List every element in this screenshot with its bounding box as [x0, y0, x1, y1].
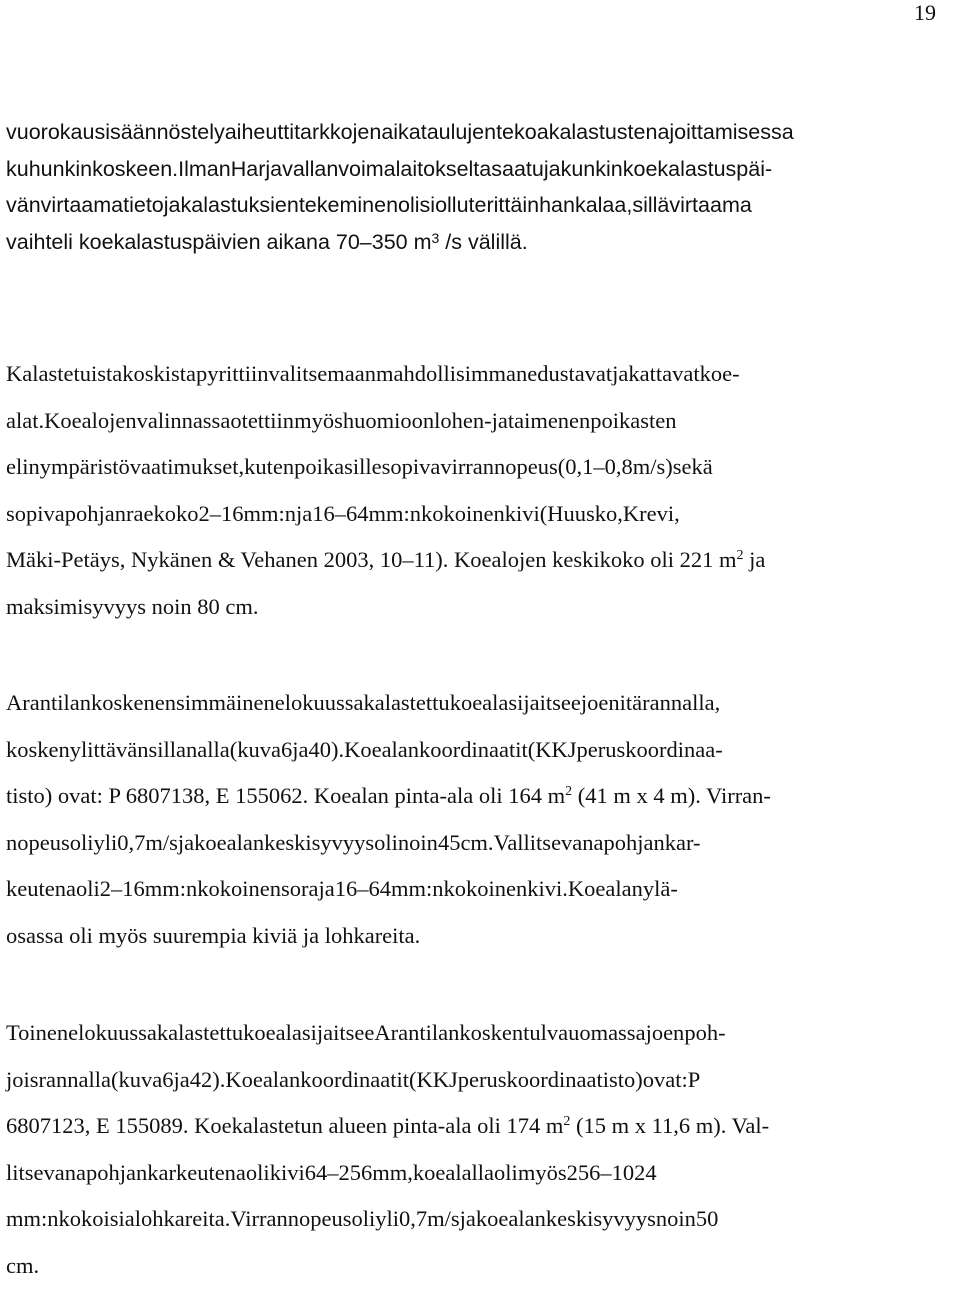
word: 16–64 — [312, 501, 368, 526]
word: ylä- — [643, 876, 678, 901]
word: joisrannalla — [6, 1067, 111, 1092]
word: mm:n — [6, 1206, 59, 1231]
word: myös — [518, 1160, 567, 1185]
word: oli — [351, 1206, 375, 1231]
paragraph-1 — [6, 114, 956, 260]
text-line — [6, 1010, 956, 1057]
word: alla — [197, 737, 229, 762]
text-fragment: (41 m x 4 m). Virran- — [572, 783, 771, 808]
word: olisi — [398, 193, 435, 217]
word: vuorokausisäännöstely — [6, 120, 225, 144]
text-line — [6, 1103, 956, 1150]
word: – — [210, 501, 221, 526]
word: valinnassa — [137, 408, 231, 433]
text-fragment: (15 m x 11,6 m). Val- — [570, 1113, 769, 1138]
word: 6 — [281, 737, 292, 762]
text-line — [6, 224, 956, 261]
word: sopiva — [382, 454, 441, 479]
word: mm:n — [391, 876, 444, 901]
word: 256 — [567, 1160, 601, 1185]
word: cm. — [460, 830, 493, 855]
word: oli — [494, 1160, 518, 1185]
word: oli — [70, 830, 94, 855]
word: myös — [294, 408, 343, 433]
word: ja — [612, 361, 628, 386]
word: kokoinen — [421, 501, 505, 526]
word: koealan — [194, 830, 264, 855]
paragraph-2 — [6, 351, 956, 630]
word: kuhunkin — [6, 157, 92, 181]
word: oli — [246, 1160, 270, 1185]
text-line — [6, 114, 956, 151]
word: oli — [76, 876, 100, 901]
word: Ilman — [178, 157, 231, 181]
word: saatuja — [491, 157, 560, 181]
word: peruskoordinaatisto) — [458, 1067, 643, 1092]
text-line — [6, 444, 956, 491]
word: koeala — [243, 1020, 302, 1045]
word: ja — [319, 876, 335, 901]
text-line — [6, 398, 956, 445]
word: mm:n — [368, 501, 421, 526]
word: kokoisia — [59, 1206, 135, 1231]
word: Arantilankosken — [374, 1020, 523, 1045]
word: kuten — [244, 454, 294, 479]
text-line — [6, 680, 956, 727]
word: 256 — [338, 1160, 372, 1185]
text-line — [6, 187, 956, 224]
word: koealan — [476, 1206, 546, 1231]
superscript: 2 — [563, 1114, 570, 1129]
word: ovat: — [643, 1067, 688, 1092]
word: lohen- — [434, 408, 491, 433]
word: Koealan — [225, 1067, 300, 1092]
text-fragment: Mäki-Petäys, Nykänen & Vehanen 2003, 10–11). Koealojen keskikoko oli 221 m — [6, 547, 737, 572]
word: Koealan — [344, 737, 419, 762]
word: Kalastetuista — [6, 361, 122, 386]
word: pyrittiin — [196, 361, 269, 386]
word: – — [357, 876, 368, 901]
word: pohjankar- — [604, 830, 701, 855]
word: pohjankarkeutena — [86, 1160, 246, 1185]
word: nopeus — [6, 830, 70, 855]
text-line — [6, 351, 956, 398]
word: ja — [178, 830, 194, 855]
word: joen — [581, 690, 620, 715]
word: (kuva — [111, 1067, 162, 1092]
word: tulvauomassa — [523, 1020, 645, 1045]
word: sijaitsee — [302, 1020, 374, 1045]
word: 64 — [305, 1160, 328, 1185]
word: 2 — [198, 501, 209, 526]
word: koordinaatit — [300, 1067, 409, 1092]
word: (KKJ — [528, 737, 577, 762]
word: erittäin — [475, 193, 540, 217]
word: taimenenpoikasten — [508, 408, 677, 433]
word: (KKJ — [409, 1067, 458, 1092]
word: noin — [656, 1206, 696, 1231]
word: 1024 — [612, 1160, 657, 1185]
word: ja — [296, 501, 312, 526]
text-fragment: tisto) ovat: P 6807138, E 155062. Koealan pinta-ala oli 164 m — [6, 783, 565, 808]
word: tekoa — [496, 120, 549, 144]
text-fragment: ja — [744, 547, 766, 572]
word: aikataulujen — [381, 120, 496, 144]
word: pohjan — [65, 501, 126, 526]
word: kivi — [505, 501, 540, 526]
word: elinympäristövaatimukset, — [6, 454, 244, 479]
word: ja — [292, 737, 308, 762]
word: oli — [374, 830, 398, 855]
word: hankalaa, — [539, 193, 632, 217]
text-line — [6, 820, 956, 867]
word: mm:n — [243, 501, 296, 526]
word: itärannalla, — [620, 690, 721, 715]
word: virrannopeus — [440, 454, 557, 479]
word: kunkin — [561, 157, 623, 181]
word: 64 — [369, 876, 392, 901]
word: otettiin — [230, 408, 294, 433]
word: kokoinen — [444, 876, 528, 901]
word: kattavat — [628, 361, 699, 386]
word: ylittävän — [70, 737, 149, 762]
text-line — [6, 491, 956, 538]
word: sijaitsee — [508, 690, 580, 715]
word: kalastusten — [549, 120, 658, 144]
word: sillä — [632, 193, 669, 217]
word: alat. — [6, 408, 44, 433]
text-line — [6, 1150, 956, 1197]
word: voimalaitokselta — [338, 157, 491, 181]
word: m/s) — [633, 454, 673, 479]
word: koordinaatit — [419, 737, 528, 762]
word: ja — [492, 408, 508, 433]
paragraph-3 — [6, 680, 956, 959]
text-line — [6, 151, 956, 188]
text-line — [6, 773, 956, 820]
text-line — [6, 727, 956, 774]
word: (kuva — [230, 737, 281, 762]
word: sora — [281, 876, 319, 901]
word: tekeminen — [299, 193, 398, 217]
word: aiheutti — [225, 120, 294, 144]
word: kosken — [6, 737, 70, 762]
text-line — [6, 1057, 956, 1104]
word: koeala — [450, 690, 509, 715]
word: 0,7 — [399, 1206, 427, 1231]
word: vän — [6, 193, 41, 217]
word: Virrannopeus — [230, 1206, 351, 1231]
text-fragment: /s välillä. — [439, 230, 527, 254]
word: keskisyvyys — [546, 1206, 656, 1231]
word: noin — [398, 830, 438, 855]
superscript: 3 — [432, 230, 440, 246]
word: sekä — [673, 454, 713, 479]
word: Vallitsevana — [494, 830, 604, 855]
word: sillan — [148, 737, 197, 762]
word: 50 — [696, 1206, 719, 1231]
word: joen — [646, 1020, 685, 1045]
word: Koealan — [568, 876, 643, 901]
word: litsevana — [6, 1160, 86, 1185]
word: mm:n — [145, 876, 198, 901]
word: – — [600, 1160, 611, 1185]
superscript: 2 — [565, 784, 572, 799]
word: kivi — [270, 1160, 305, 1185]
word: yli — [94, 830, 118, 855]
superscript: 2 — [737, 548, 744, 563]
word: Koealojen — [44, 408, 136, 433]
word: poh- — [684, 1020, 725, 1045]
word: m/s — [145, 830, 178, 855]
word: – — [111, 876, 122, 901]
word: virtaama — [669, 193, 751, 217]
text-line — [6, 1196, 956, 1243]
word: 40). — [308, 737, 344, 762]
word: 45 — [438, 830, 461, 855]
word: ensimmäinen — [155, 690, 275, 715]
word: 6 — [162, 1067, 173, 1092]
text-line: osassa oli myös suurempia kiviä ja lohkareita. — [6, 913, 956, 960]
text-line — [6, 537, 956, 584]
word: sopiva — [6, 501, 65, 526]
word: Toinen — [6, 1020, 68, 1045]
paragraph-4 — [6, 1010, 956, 1289]
word: edustavat — [527, 361, 612, 386]
word: ajoittamisessa — [657, 120, 793, 144]
word: (0,1–0,8 — [558, 454, 633, 479]
word: mahdollisimman — [376, 361, 527, 386]
word: 2 — [100, 876, 111, 901]
word: 16 — [122, 876, 145, 901]
word: mm, — [372, 1160, 413, 1185]
word: 16 — [221, 501, 244, 526]
word: koealalla — [413, 1160, 494, 1185]
word: koskeen. — [92, 157, 178, 181]
word: peruskoordinaa- — [577, 737, 723, 762]
word: 42). — [190, 1067, 226, 1092]
text-line: cm. — [6, 1243, 956, 1289]
word: kalastettu — [157, 1020, 243, 1045]
word: koskista — [122, 361, 196, 386]
word: kalastettu — [363, 690, 449, 715]
word: Arantilankosken — [6, 690, 155, 715]
word: ja — [173, 1067, 189, 1092]
word: Krevi, — [623, 501, 680, 526]
word: P — [688, 1067, 701, 1092]
word: keskisyvyys — [264, 830, 374, 855]
word: huomioon — [343, 408, 434, 433]
word: 16 — [335, 876, 358, 901]
word: koekalastuspäi- — [623, 157, 772, 181]
word: 0,7 — [117, 830, 145, 855]
text-fragment: 6807123, E 155089. Koekalastetun alueen pinta-ala oli 174 m — [6, 1113, 563, 1138]
word: raekoko — [126, 501, 198, 526]
word: valitsemaan — [268, 361, 375, 386]
text-line: maksimisyvyys noin 80 cm. — [6, 584, 956, 631]
word: koe- — [700, 361, 740, 386]
text-fragment: vaihteli koekalastuspäivien aikana 70–350 m — [6, 230, 432, 254]
word: ollut — [435, 193, 474, 217]
word: tarkkojen — [294, 120, 381, 144]
word: virtaamatietoja — [41, 193, 181, 217]
word: m/s — [427, 1206, 460, 1231]
word: kalastuksien — [181, 193, 299, 217]
word: (Huusko, — [540, 501, 623, 526]
word: kokoinen — [197, 876, 281, 901]
word: – — [327, 1160, 338, 1185]
word: poikasille — [294, 454, 381, 479]
word: elokuussa — [275, 690, 364, 715]
word: keutena — [6, 876, 76, 901]
word: kivi. — [527, 876, 568, 901]
page-number: 19 — [914, 0, 936, 26]
word: Harjavallan — [231, 157, 339, 181]
text-line — [6, 866, 956, 913]
word: lohkareita. — [135, 1206, 231, 1231]
word: yli — [375, 1206, 399, 1231]
word: ja — [460, 1206, 476, 1231]
word: elokuussa — [68, 1020, 157, 1045]
